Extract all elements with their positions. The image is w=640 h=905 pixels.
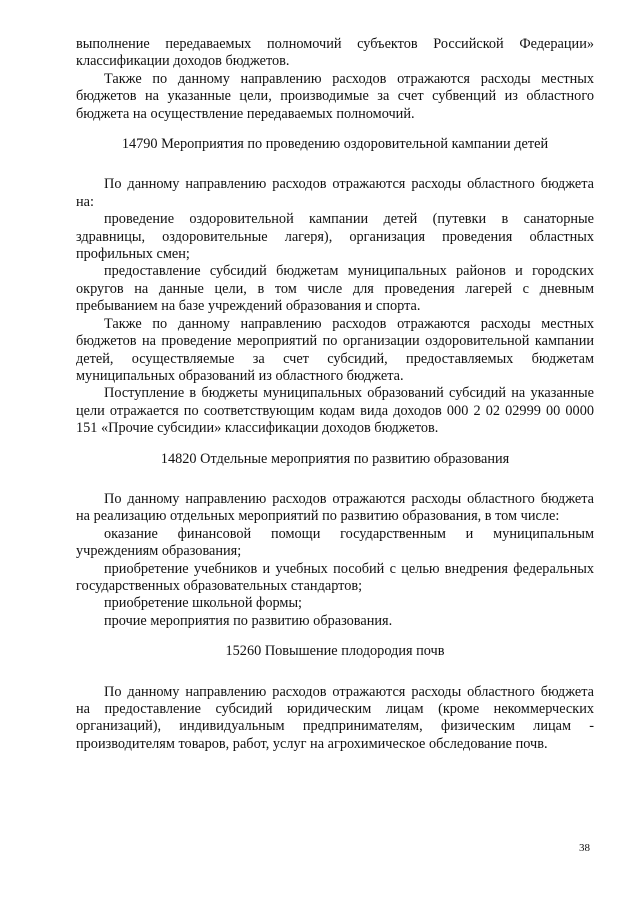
- paragraph: По данному направлению расходов отражаются расходы областного бюджета на предоставление субсидий юридическим лицам (кроме некоммерческих организаций), индивидуальным предпринимателям, физическим лицам - производителям товаров, работ, услуг на агрохимическое обследование почв.: [76, 683, 594, 752]
- paragraph: выполнение передаваемых полномочий субъектов Российской Федерации» классификации доходов бюджетов.: [76, 36, 594, 70]
- list-item: предоставление субсидий бюджетам муниципальных районов и городских округов на данные цели, в том числе для проведения лагерей с дневным пребыванием на базе учреждений образования и спорта.: [76, 263, 594, 315]
- list-item: проведение оздоровительной кампании детей (путевки в санаторные здравницы, оздоровительные лагеря), организация проведения областных профильных смен;: [76, 211, 594, 263]
- section-heading-14820: 14820 Отдельные мероприятия по развитию образования: [160, 450, 510, 467]
- paragraph: Также по данному направлению расходов отражаются расходы местных бюджетов на проведение мероприятий по организации оздоровительной кампании детей, осуществляемые за счет субсидий, предоставляемых бюджетам муниципальных образований из областного бюджета.: [76, 315, 594, 384]
- list-item: приобретение школьной формы;: [104, 595, 303, 612]
- paragraph: Поступление в бюджеты муниципальных образований субсидий на указанные цели отражается по соответствующим кодам вида доходов 000 2 02 02999 00 0000 151 «Прочие субсидии» классификации доходов бюджетов.: [76, 385, 594, 437]
- document-page: [76, 36, 594, 753]
- paragraph: По данному направлению расходов отражаются расходы областного бюджета на реализацию отдельных мероприятий по развитию образования, в том числе:: [76, 490, 594, 525]
- section-heading-14790: 14790 Мероприятия по проведению оздоровительной кампании детей: [121, 136, 549, 153]
- list-item: оказание финансовой помощи государственным и муниципальным учреждениям образования;: [76, 525, 594, 560]
- section-heading-15260: 15260 Повышение плодородия почв: [225, 643, 445, 660]
- paragraph: Также по данному направлению расходов отражаются расходы местных бюджетов на указанные цели, производимые за счет субвенций из областного бюджета на осуществление передаваемых полномочий.: [76, 70, 594, 122]
- list-item: прочие мероприятия по развитию образования.: [104, 612, 393, 629]
- page-number: 38: [579, 842, 590, 854]
- list-item: приобретение учебников и учебных пособий с целью внедрения федеральных государственных образовательных стандартов;: [76, 560, 594, 594]
- paragraph: По данному направлению расходов отражаются расходы областного бюджета на:: [76, 176, 594, 210]
